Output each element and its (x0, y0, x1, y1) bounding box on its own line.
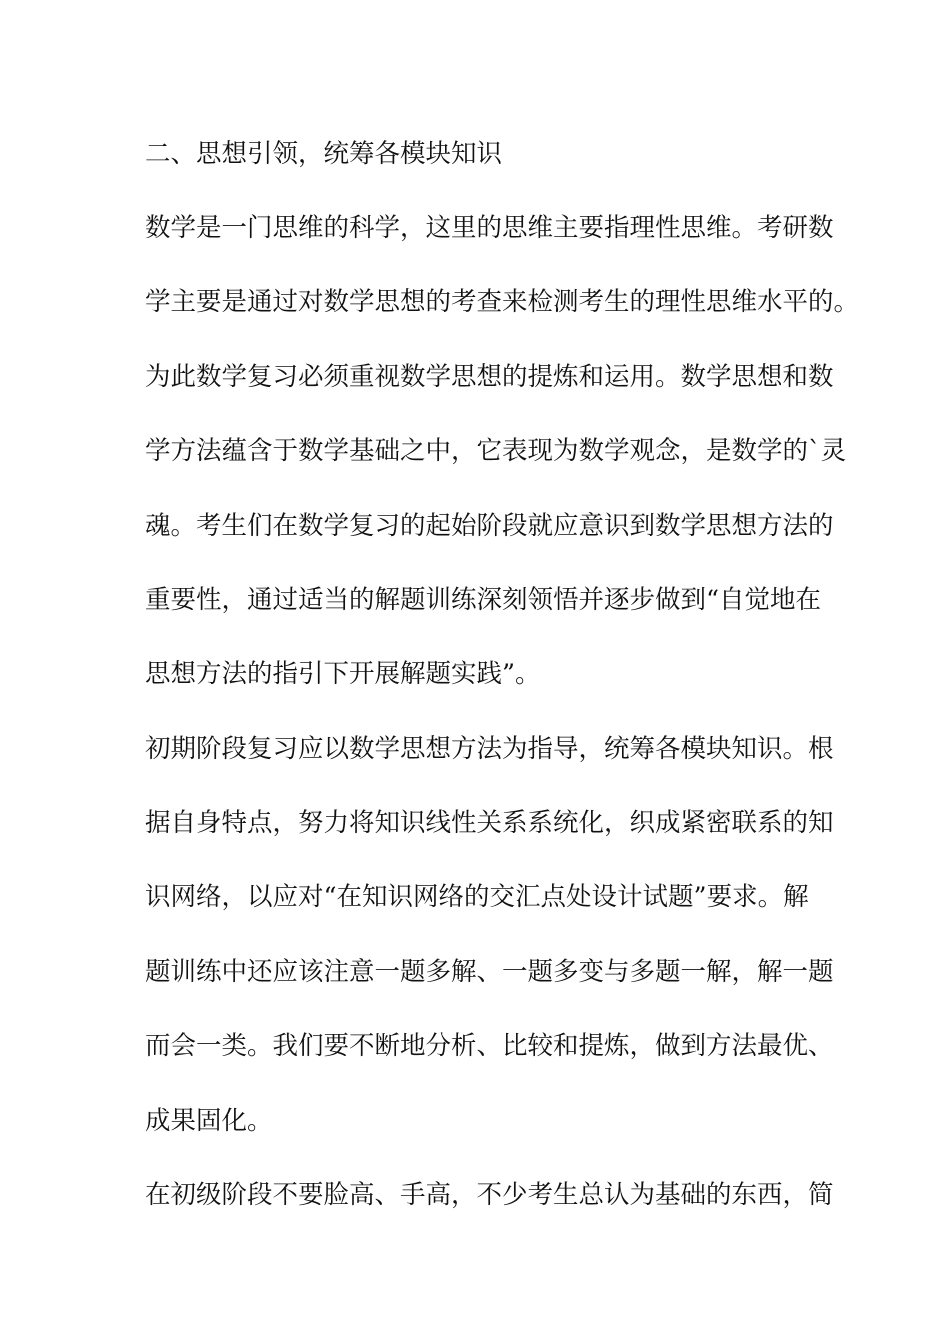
text-line: 题训练中还应该注意一题多解、一题多变与多题一解，解一题 (145, 957, 834, 987)
text-line: 成果固化。 (145, 1106, 273, 1136)
text-line: 为此数学复习必须重视数学思想的提炼和运用。数学思想和数 (145, 362, 834, 392)
text-line: 学方法蕴含于数学基础之中，它表现为数学观念，是数学的`灵 (145, 436, 847, 466)
text-line: 初期阶段复习应以数学思想方法为指导，统筹各模块知识。根 (145, 734, 834, 764)
text-line: 识网络，以应对“在知识网络的交汇点处设计试题”要求。解 (145, 882, 809, 912)
text-line: 重要性，通过适当的解题训练深刻领悟并逐步做到“自觉地在 (145, 585, 822, 615)
text-line: 数学是一门思维的科学，这里的思维主要指理性思维。考研数 (145, 213, 834, 243)
text-line: 学主要是通过对数学思想的考查来检测考生的理性思维水平的。 (145, 287, 860, 317)
text-line: 在初级阶段不要脸高、手高，不少考生总认为基础的东西，简 (145, 1180, 834, 1210)
text-line: 魂。考生们在数学复习的起始阶段就应意识到数学思想方法的 (145, 511, 834, 541)
text-line: 而会一类。我们要不断地分析、比较和提炼，做到方法最优、 (145, 1031, 834, 1061)
text-line: 据自身特点，努力将知识线性关系系统化，织成紧密联系的知 (145, 808, 834, 838)
section-heading: 二、思想引领，统筹各模块知识 (145, 139, 503, 169)
text-line: 思想方法的指引下开展解题实践”。 (145, 659, 541, 689)
